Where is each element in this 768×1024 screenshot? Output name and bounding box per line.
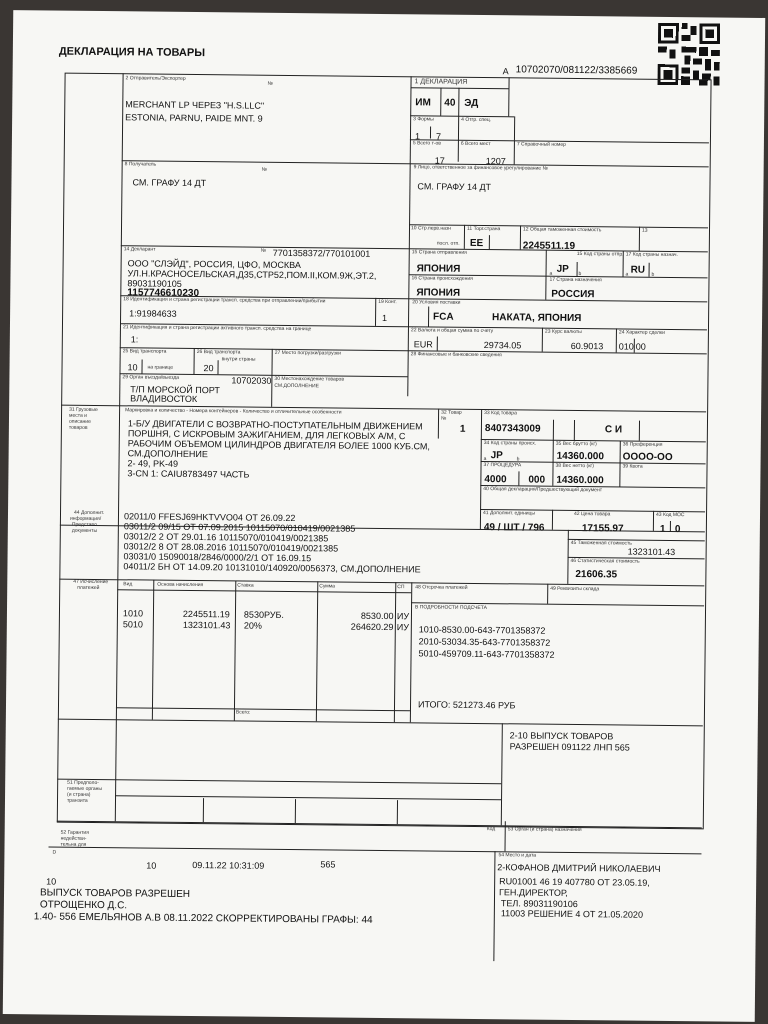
box28-label: 28 Финансовые и банковские сведения bbox=[410, 351, 502, 359]
box51-label3: (и страна) bbox=[67, 791, 91, 798]
origin-country: ЯПОНИЯ bbox=[416, 287, 461, 299]
box15-code-b: b bbox=[578, 271, 582, 278]
total-items: 17 bbox=[434, 155, 445, 166]
tax-row2-rate: 20% bbox=[243, 620, 262, 631]
destination-country: РОССИЯ bbox=[551, 288, 595, 301]
box8-no: № bbox=[261, 166, 268, 173]
box37-label: 37 ПРОЦЕДУРА bbox=[483, 462, 522, 469]
tax-row2-sum: 264620.29 bbox=[350, 621, 394, 633]
box10-label: 10 Стр.перв.назн bbox=[410, 225, 451, 232]
box43-label: 43 Код МОС bbox=[655, 511, 685, 519]
box42-label: 42 Цена товара bbox=[574, 510, 611, 518]
border-office-line2: ВЛАДИВОСТОК bbox=[130, 393, 198, 405]
calc-total: ИТОГО: 521273.46 РУБ bbox=[417, 699, 516, 711]
doc-line-3: 03012/2 2 ОТ 29.01.16 10115070/010419/0021385 bbox=[123, 531, 329, 544]
inland-transport: 20 bbox=[203, 363, 214, 374]
box31-label3: описание bbox=[68, 418, 91, 425]
box6-label: 6 Всего мест bbox=[460, 140, 491, 148]
goods-line-6: 3-CN 1: CAIU8783497 ЧАСТЬ bbox=[127, 468, 250, 480]
doc-line-5: 03031/0 15090018/2846/0000/2/1 ОТ 16.09.15 bbox=[123, 551, 312, 564]
destination-country-code: RU bbox=[630, 264, 646, 276]
trade-country: EE bbox=[469, 237, 484, 250]
tax-row1-base: 2245511.19 bbox=[182, 608, 230, 620]
signer-line5: 11003 РЕШЕНИЕ 4 ОТ 21.05.2020 bbox=[500, 908, 644, 920]
tax-total-label: Всего: bbox=[235, 709, 251, 716]
box47-label2: платежей bbox=[77, 584, 100, 592]
box2-label: 2 Отправитель/Экспортер bbox=[125, 75, 186, 82]
box23-label: 23 Курс валюты bbox=[544, 328, 582, 336]
box33-label: 33 Код товара bbox=[484, 410, 517, 417]
origin-country-code: JP bbox=[490, 450, 503, 462]
box27-label: 27 Место погрузки/разгрузки bbox=[274, 349, 341, 357]
declaration-type: ИМ bbox=[415, 97, 431, 109]
box7-label: 7 Справочный номер bbox=[516, 141, 566, 148]
box20-label: 20 Условия поставки bbox=[412, 299, 461, 306]
col-vid: Вид bbox=[123, 581, 133, 588]
forms-v1: 1 bbox=[414, 131, 421, 142]
exchange-rate: 60.9013 bbox=[570, 340, 604, 352]
box51-label1: 51 Предполо- bbox=[67, 779, 99, 787]
box-d-label: D bbox=[52, 849, 57, 856]
box39-label: 39 Квота bbox=[622, 463, 643, 470]
d-datetime: 09.11.22 10:31:09 bbox=[192, 860, 265, 871]
footer-number: 10 bbox=[46, 876, 57, 887]
box17-code-b: b bbox=[651, 271, 655, 278]
declarant-line2: УЛ.Н.КРАСНОСЕЛЬСКАЯ,Д35,СТР52,ПОМ.II,КОМ.9Ж,ЭТ.2, bbox=[127, 268, 377, 281]
valuation-method: 1 bbox=[659, 523, 666, 535]
procedure-code-2: 000 bbox=[528, 474, 546, 486]
col-sum: Сумма bbox=[319, 583, 336, 590]
procedure-code: 4000 bbox=[484, 474, 507, 486]
preference: ОООО-ОО bbox=[622, 451, 673, 464]
doc-line-1: 02011/0 FFESJ69HKTVVO04 ОТ 26.09.22 bbox=[123, 511, 296, 524]
box53-label: 53 Орган (и страна) назначения bbox=[507, 826, 582, 834]
box8-label: 8 Получатель bbox=[124, 161, 157, 168]
transaction-nature-2: 00 bbox=[635, 341, 646, 352]
box15-code-a: а bbox=[549, 270, 553, 277]
calc-line-3: 5010-459709.11-643-7701358372 bbox=[418, 648, 555, 660]
box25-sub: на границе bbox=[147, 364, 174, 371]
doc-line-2: 03011/2 09/15 ОТ 07.09.2015 10115070/010419/0021385 bbox=[123, 521, 356, 534]
box53-code-label: Код bbox=[486, 826, 496, 833]
goods-line-4: СМ.ДОПОЛНЕНИЕ bbox=[127, 448, 208, 460]
gross-weight: 14360.000 bbox=[556, 450, 604, 463]
signer-line4: ТЕЛ. 89031190106 bbox=[500, 898, 578, 910]
col-sp: СП bbox=[397, 584, 405, 591]
consignee-value: СМ. ГРАФУ 14 ДТ bbox=[132, 177, 207, 189]
box16-label: 16 Страна происхождения bbox=[411, 275, 473, 282]
tax-row1-sum: 8530.00 bbox=[360, 610, 394, 622]
box47-label1: 47 Исчисление bbox=[73, 578, 109, 586]
total-packages: 1207 bbox=[485, 156, 506, 167]
border-office-code: 10702030 bbox=[231, 375, 272, 386]
tax-row1-vid: 1010 bbox=[122, 608, 144, 619]
delivery-place: НАКАТА, ЯПОНИЯ bbox=[492, 312, 582, 325]
box44-label1: 44 Дополнит. bbox=[73, 509, 105, 517]
departure-country: ЯПОНИЯ bbox=[416, 263, 461, 275]
box44-label2: информация/ bbox=[69, 515, 102, 523]
col-rate: Ставка bbox=[237, 582, 254, 589]
tax-row1-sp: ИУ bbox=[396, 611, 410, 622]
box54-label: 54 Место и дата bbox=[498, 852, 537, 859]
doc-line-6: 04011/2 БН ОТ 14.09.20 10131010/140920/0056373, СМ.ДОПОЛНЕНИЕ bbox=[123, 561, 421, 575]
box52-label2: недействи- bbox=[60, 835, 87, 842]
box31-label2: места и bbox=[69, 412, 87, 419]
goods-line-5: 2- 49, PK-49 bbox=[127, 458, 179, 469]
calc-line-1: 1010-8530.00-643-7701358372 bbox=[418, 624, 546, 636]
box30-label: 30 Местонахождение товаров bbox=[274, 375, 345, 383]
box21-label: 21 Идентификация и страна регистрации активного трансп. средства на границе bbox=[122, 324, 312, 333]
box52-label1: 52 Гарантия bbox=[60, 829, 89, 836]
declarant-line1: ООО "СЛЭЙД", РОССИЯ, ЦФО, МОСКВА bbox=[127, 258, 301, 271]
item-price: 17155.97 bbox=[581, 523, 624, 535]
valuation-method-2: 0 bbox=[674, 524, 681, 536]
goods-line-1: 1-Б/У ДВИГАТЕЛИ С ВОЗВРАТНО-ПОСТУПАТЕЛЬНЫМ ДВИЖЕНИЕМ bbox=[127, 418, 423, 432]
calc-details-label: В ПОДРОБНОСТИ ПОДСЧЕТА bbox=[415, 604, 488, 612]
box46-label: 46 Статистическая стоимость bbox=[570, 557, 640, 565]
doc-line-4: 03012/2 8 ОТ 28.08.2016 10115070/010419/0021385 bbox=[123, 541, 339, 554]
box17-code-a: а bbox=[625, 271, 629, 278]
box25-label: 25 Вид транспорта bbox=[122, 348, 167, 355]
box36-label: 36 Преференция bbox=[622, 441, 663, 448]
release-line2: РАЗРЕШЕН 091122 ЛНП 565 bbox=[509, 741, 630, 753]
box15-label: 15 Страна отправления bbox=[411, 249, 467, 256]
box45-label: 45 Таможенная стоимость bbox=[570, 539, 632, 547]
statistical-value: 21606.35 bbox=[575, 569, 618, 581]
col-base: Основа начисления bbox=[157, 581, 204, 589]
box5-label: 5 Всего т-ов bbox=[412, 140, 441, 147]
box18-label: 18 Идентификация и страна регистрации трансп. средства при отправлении/прибытии bbox=[123, 296, 326, 305]
customs-declaration-sheet bbox=[3, 10, 765, 1022]
declarant-ogrn: 1157746610230 bbox=[127, 287, 200, 300]
footer-line2: ОТРОЩЕНКО Д.С. bbox=[39, 899, 128, 912]
box38-label: 38 Вес нетто (кг) bbox=[555, 462, 594, 470]
box44-label4: документы bbox=[71, 527, 98, 534]
box29-label: 29 Орган въезда/выезда bbox=[122, 374, 180, 381]
exporter-line1: MERCHANT LP ЧЕРЕЗ "H.S.LLC" bbox=[125, 99, 265, 111]
total-customs-value: 2245511.19 bbox=[522, 240, 576, 252]
release-line1: 2-10 ВЫПУСК ТОВАРОВ bbox=[509, 730, 614, 742]
letter-a: А bbox=[502, 66, 509, 77]
signer-line1: 2-КОФАНОВ ДМИТРИЙ НИКОЛАЕВИЧ bbox=[497, 862, 661, 874]
d-value1: 10 bbox=[146, 860, 157, 871]
box12-label: 12 Общая таможенная стоимость bbox=[522, 226, 602, 234]
calc-line-2: 2010-53034.35-643-7701358372 bbox=[418, 636, 551, 648]
box17-code-label: 17 Код страны назнач. bbox=[625, 251, 678, 259]
document-title: ДЕКЛАРАЦИЯ НА ТОВАРЫ bbox=[58, 45, 206, 60]
box24-label: 24 Характер сделки bbox=[618, 329, 665, 336]
box1-label: 1 ДЕКЛАРАЦИЯ bbox=[414, 78, 468, 86]
box31-header: Маркировка и количество - Номера контейнеров - Количество и отличительные особенности bbox=[125, 407, 342, 416]
signer-line2: RU01001 46 19 407780 ОТ 23.05.19, bbox=[499, 876, 650, 888]
tax-row2-base: 1323101.43 bbox=[182, 619, 231, 631]
box48-label: 48 Отсрочка платежей bbox=[415, 584, 468, 591]
container-flag: 1 bbox=[382, 312, 388, 324]
box2-no: № bbox=[267, 80, 273, 87]
box9-label: 9 Лицо, ответственное за финансовое урегулирование № bbox=[413, 164, 548, 172]
box34-label: 34 Код страны происх. bbox=[483, 440, 537, 447]
supplementary-units: 49 / ШТ / 796 bbox=[483, 522, 545, 534]
item-number: 1 bbox=[459, 423, 466, 435]
box26-label: 26 Вид транспорта bbox=[196, 349, 241, 356]
box4-label: 4 Отгр. спец. bbox=[461, 116, 492, 124]
active-transport-id: 1: bbox=[130, 334, 139, 345]
d-value2: 565 bbox=[320, 859, 336, 870]
box14-label: 14 Декларант bbox=[123, 246, 156, 253]
financial-person-value: СМ. ГРАФУ 14 ДТ bbox=[417, 181, 492, 193]
box30-sub: СМ.ДОПОЛНЕНИЕ bbox=[274, 382, 319, 390]
transaction-nature: 010 bbox=[618, 341, 634, 352]
invoice-currency: EUR bbox=[413, 339, 433, 350]
border-transport: 10 bbox=[127, 362, 138, 373]
tax-row1-rate: 8530РУБ. bbox=[243, 609, 284, 620]
box31-label4: товаров bbox=[68, 424, 88, 431]
hs-code-extra: С И bbox=[604, 424, 623, 436]
goods-line-3: РАБОЧИМ ОБЪЕМОМ ЦИЛИНДРОВ ДВИГАТЕЛЯ БОЛЕЕ 1000 КУБ.СМ, bbox=[127, 438, 430, 452]
declarant-inn: 7701358372/770101001 bbox=[272, 247, 371, 259]
departure-country-code: JP bbox=[556, 263, 569, 275]
box49-label: 49 Реквизиты склада bbox=[550, 585, 600, 593]
registration-number: 10702070/081122/3385669 bbox=[515, 64, 638, 77]
box26-sub: внутри страны bbox=[221, 356, 256, 363]
box13-label: 13 bbox=[641, 227, 648, 234]
box51-label2: гаемые органы bbox=[67, 785, 103, 793]
delivery-terms: FCA bbox=[433, 311, 454, 323]
box17-label: 17 Страна назначения bbox=[549, 276, 602, 284]
declaration-form: ЭД bbox=[464, 97, 479, 109]
exporter-line2: ESTONIA, PARNU, PAIDE MNT. 9 bbox=[125, 112, 263, 124]
box52-label3: тельна для bbox=[60, 841, 87, 848]
box14-no: № bbox=[260, 247, 267, 254]
box19-label: 19 Конт. bbox=[378, 298, 397, 306]
forms-v2: 7 bbox=[435, 131, 442, 142]
box35-label: 35 Вес брутто (кг) bbox=[555, 440, 597, 448]
box40-label: 40 Общая декларация/Предшествующий документ bbox=[483, 486, 603, 494]
tax-row2-vid: 5010 bbox=[122, 619, 143, 630]
declaration-procedure: 40 bbox=[444, 97, 456, 109]
net-weight: 14360.000 bbox=[556, 474, 604, 487]
footer-line3: 1.40- 556 ЕМЕЛЬЯНОВ А.В 08.11.2022 СКОРРЕКТИРОВАНЫ ГРАФЫ: 44 bbox=[33, 911, 373, 926]
box34-b: b bbox=[516, 456, 520, 463]
invoice-amount: 29734.05 bbox=[483, 340, 522, 351]
signer-line3: ГЕН.ДИРЕКТОР, bbox=[499, 887, 568, 898]
tax-row2-sp: ИУ bbox=[396, 622, 410, 633]
customs-value: 1323101.43 bbox=[627, 546, 676, 558]
box32-label: 32 Товар bbox=[441, 409, 462, 416]
hs-code: 8407343009 bbox=[484, 423, 541, 435]
box15-code-label: 15 Код страны отпр. bbox=[576, 251, 624, 258]
box51-label4: транзита bbox=[66, 797, 88, 804]
box44-label3: Представл. bbox=[71, 521, 99, 529]
box31-label1: 31 Грузовые bbox=[69, 406, 98, 413]
footer-line1: ВЫПУСК ТОВАРОВ РАЗРЕШЕН bbox=[39, 887, 191, 900]
box10-sub: посл. отп. bbox=[436, 240, 460, 247]
box32-no: № bbox=[440, 415, 447, 422]
box22-label: 22 Валюта и общая сумма по счету bbox=[410, 327, 494, 335]
transport-id: 1:91984633 bbox=[129, 308, 177, 319]
goods-line-2: ПОРШНЯ, С ИСКРОВЫМ ЗАЖИГАНИЕМ, ДЛЯ ЛЕГКОВЫХ А/М, С bbox=[127, 428, 406, 442]
box3-label: 3 Формы bbox=[413, 116, 434, 123]
border-office-line1: Т/П МОРСКОЙ ПОРТ bbox=[130, 384, 220, 396]
box41-label: 41 Дополнит. единицы bbox=[483, 510, 536, 517]
declarant-line3: 89031190105 bbox=[127, 278, 182, 289]
box11-label: 11 Торг.страна bbox=[466, 225, 501, 233]
box34-a: а bbox=[483, 456, 487, 463]
